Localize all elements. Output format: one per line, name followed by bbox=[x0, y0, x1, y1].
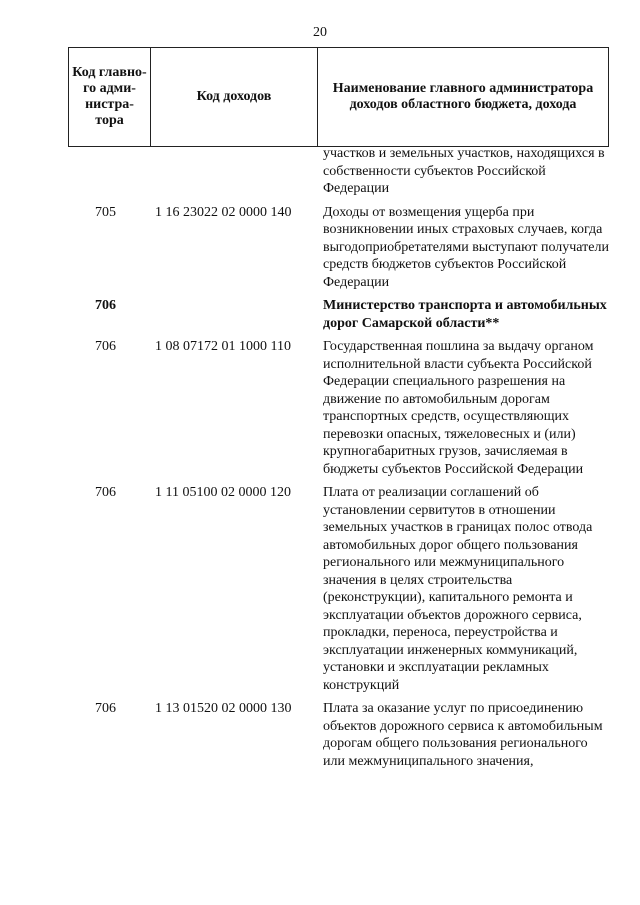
admin-code-cell bbox=[68, 145, 143, 198]
name-cell: Министерство транспорта и автомобильных дорог Самарской области** bbox=[323, 298, 607, 331]
name-cell: Государственная пошлина за выдачу органом исполнительной власти субъекта Российской Федерации специального разрешения на движение по автомобильным дорогам транспортных средств, осуществляющих перевозки опасных, тяжеловесных и (или) крупногабаритных грузов, зачисляемая в бюджеты субъектов Российской Федерации bbox=[323, 339, 594, 477]
income-code-cell: 1 08 07172 01 1000 110 bbox=[155, 339, 291, 354]
admin-code-cell: 705 bbox=[95, 204, 116, 220]
name-cell: участков и земельных участков, находящихся в собственности субъектов Российской Федерации bbox=[323, 146, 605, 196]
name-cell: Плата от реализации соглашений об установлении сервитутов в отношении земельных участков в границах полос отвода автомобильных дорог общего пользования регионального или межмуниципального значения в целях строительства (реконструкции), капитального ремонта и эксплуатации объектов дорожного сервиса, прокладки, переноса, переустройства и эксплуатации инженерных коммуникаций, установки и эксплуатации рекламных конструкций bbox=[323, 485, 593, 693]
page-number: 20 bbox=[313, 25, 327, 40]
header-income-code: Код доходов bbox=[151, 48, 318, 147]
table-row bbox=[68, 204, 609, 292]
header-admin-code: Код главно-го адми-нистра-тора bbox=[69, 48, 151, 147]
name-cell: Плата за оказание услуг по присоединению объектов дорожного сервиса к автомобильным дорогам общего пользования регионального или межмуниципального значения, bbox=[323, 701, 603, 769]
table-row bbox=[68, 338, 609, 478]
income-code-cell: 1 11 05100 02 0000 120 bbox=[155, 485, 291, 500]
income-code-cell bbox=[143, 145, 321, 198]
table-row bbox=[68, 145, 609, 198]
admin-code-cell: 706 bbox=[95, 298, 116, 313]
income-code-cell bbox=[143, 297, 321, 332]
admin-code-cell: 706 bbox=[95, 701, 116, 716]
income-code-cell: 1 16 23022 02 0000 140 bbox=[155, 204, 292, 220]
header-name: Наименование главного администратора доходов областного бюджета, дохода bbox=[318, 48, 609, 147]
table-row bbox=[68, 297, 609, 332]
admin-code-cell: 706 bbox=[95, 339, 116, 354]
table-header bbox=[68, 47, 609, 147]
table-row bbox=[68, 484, 609, 694]
table-row bbox=[68, 700, 609, 770]
income-code-cell: 1 13 01520 02 0000 130 bbox=[155, 701, 292, 716]
admin-code-cell: 706 bbox=[95, 485, 116, 500]
table-body bbox=[68, 145, 609, 776]
name-cell: Доходы от возмещения ущерба при возникновении иных страховых случаев, когда выгодоприобретателями выступают получатели средств бюджетов субъектов Российской Федерации bbox=[323, 204, 609, 290]
